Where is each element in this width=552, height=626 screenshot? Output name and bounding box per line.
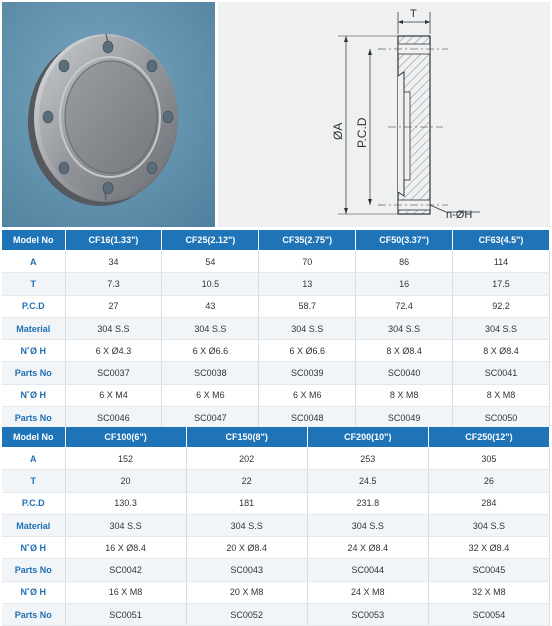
- cell: SC0042: [65, 559, 186, 581]
- cell: 26: [428, 470, 549, 492]
- cell: 304 S.S: [428, 514, 549, 536]
- cell: 34: [65, 251, 162, 273]
- cell: 16 X M8: [65, 581, 186, 603]
- row-label: Material: [2, 514, 65, 536]
- spec-table-small: [2, 230, 550, 429]
- cell: SC0037: [65, 362, 162, 384]
- cell: SC0040: [356, 362, 453, 384]
- cell: 92.2: [453, 295, 550, 317]
- dim-t-label: T: [410, 8, 417, 20]
- row-label: N˚Ø H: [2, 537, 65, 559]
- col-header: Model No: [2, 427, 65, 448]
- cell: 27: [65, 295, 162, 317]
- table-row: [2, 604, 550, 626]
- cell: 10.5: [162, 273, 259, 295]
- row-label: Material: [2, 317, 65, 339]
- cell: SC0053: [307, 604, 428, 626]
- cell: SC0044: [307, 559, 428, 581]
- cell: 305: [428, 448, 549, 470]
- cell: SC0052: [186, 604, 307, 626]
- cell: 6 X M6: [259, 384, 356, 406]
- table-row: [2, 581, 550, 603]
- cell: 24 X Ø8.4: [307, 537, 428, 559]
- cell: 24.5: [307, 470, 428, 492]
- col-header: CF150(8"): [186, 427, 307, 448]
- table-row: [2, 537, 550, 559]
- cell: 304 S.S: [453, 317, 550, 339]
- cell: 202: [186, 448, 307, 470]
- cell: 304 S.S: [65, 514, 186, 536]
- cell: 304 S.S: [162, 317, 259, 339]
- flange-illustration: [2, 2, 215, 227]
- cell: 304 S.S: [65, 317, 162, 339]
- cell: 17.5: [453, 273, 550, 295]
- cell: 43: [162, 295, 259, 317]
- row-label: A: [2, 448, 65, 470]
- table-row: [2, 492, 550, 514]
- row-label: Parts No: [2, 362, 65, 384]
- table-row: [2, 340, 550, 362]
- col-header: CF16(1.33"): [65, 230, 162, 251]
- cell: 152: [65, 448, 186, 470]
- cell: 304 S.S: [356, 317, 453, 339]
- cell: 8 X Ø8.4: [356, 340, 453, 362]
- row-label: P.C.D: [2, 295, 65, 317]
- col-header: CF250(12"): [428, 427, 549, 448]
- flange-section-svg: [218, 2, 550, 227]
- cell: 20 X M8: [186, 581, 307, 603]
- col-header: CF35(2.75"): [259, 230, 356, 251]
- cell: 24 X M8: [307, 581, 428, 603]
- cell: 114: [453, 251, 550, 273]
- table-row: [2, 407, 550, 429]
- table-header-row: [2, 230, 550, 251]
- row-label: N˚Ø H: [2, 384, 65, 406]
- cell: SC0041: [453, 362, 550, 384]
- cell: 58.7: [259, 295, 356, 317]
- cell: SC0039: [259, 362, 356, 384]
- col-header: Model No: [2, 230, 65, 251]
- cell: 16: [356, 273, 453, 295]
- cross-section-drawing: [218, 2, 550, 227]
- row-label: Parts No: [2, 407, 65, 429]
- cell: 13: [259, 273, 356, 295]
- cell: SC0051: [65, 604, 186, 626]
- cell: 8 X Ø8.4: [453, 340, 550, 362]
- col-header: CF100(6"): [65, 427, 186, 448]
- cell: 7.3: [65, 273, 162, 295]
- row-label: Parts No: [2, 604, 65, 626]
- row-label: T: [2, 273, 65, 295]
- cell: 304 S.S: [186, 514, 307, 536]
- row-label: N˚Ø H: [2, 581, 65, 603]
- cell: 284: [428, 492, 549, 514]
- cell: SC0038: [162, 362, 259, 384]
- cell: 86: [356, 251, 453, 273]
- cell: 20 X Ø8.4: [186, 537, 307, 559]
- cell: 6 X Ø4.3: [65, 340, 162, 362]
- cell: 32 X M8: [428, 581, 549, 603]
- cell: SC0043: [186, 559, 307, 581]
- cell: SC0046: [65, 407, 162, 429]
- cell: 231.8: [307, 492, 428, 514]
- table-row: [2, 251, 550, 273]
- cell: 16 X Ø8.4: [65, 537, 186, 559]
- cell: 32 X Ø8.4: [428, 537, 549, 559]
- table-row: [2, 317, 550, 339]
- cell: 130.3: [65, 492, 186, 514]
- cell: SC0050: [453, 407, 550, 429]
- cell: 6 X M4: [65, 384, 162, 406]
- table-row: [2, 514, 550, 536]
- col-header: CF25(2.12"): [162, 230, 259, 251]
- table-row: [2, 273, 550, 295]
- table-row: [2, 295, 550, 317]
- cell: 253: [307, 448, 428, 470]
- dim-holes-label: n-ØH: [446, 209, 473, 221]
- cell: 6 X Ø6.6: [162, 340, 259, 362]
- dim-a-label: ØA: [331, 122, 345, 140]
- table-row: [2, 362, 550, 384]
- cell: SC0048: [259, 407, 356, 429]
- table-row: [2, 470, 550, 492]
- table-header-row: [2, 427, 550, 448]
- col-header: CF50(3.37"): [356, 230, 453, 251]
- cell: 22: [186, 470, 307, 492]
- cell: SC0047: [162, 407, 259, 429]
- table-row: [2, 448, 550, 470]
- cell: 6 X Ø6.6: [259, 340, 356, 362]
- dim-pcd-label: P.C.D: [355, 117, 369, 148]
- row-label: P.C.D: [2, 492, 65, 514]
- cell: 20: [65, 470, 186, 492]
- table-row: [2, 559, 550, 581]
- col-header: CF63(4.5"): [453, 230, 550, 251]
- row-label: N˚Ø H: [2, 340, 65, 362]
- row-label: A: [2, 251, 65, 273]
- table-row: [2, 384, 550, 406]
- cell: 6 X M6: [162, 384, 259, 406]
- cell: 8 X M8: [356, 384, 453, 406]
- row-label: T: [2, 470, 65, 492]
- cell: 8 X M8: [453, 384, 550, 406]
- cell: 304 S.S: [259, 317, 356, 339]
- spec-table-large: [2, 427, 550, 626]
- cell: 72.4: [356, 295, 453, 317]
- flange-photo: [2, 2, 215, 227]
- row-label: Parts No: [2, 559, 65, 581]
- cell: SC0049: [356, 407, 453, 429]
- cell: 54: [162, 251, 259, 273]
- cell: 304 S.S: [307, 514, 428, 536]
- cell: 70: [259, 251, 356, 273]
- cell: 181: [186, 492, 307, 514]
- cell: SC0054: [428, 604, 549, 626]
- cell: SC0045: [428, 559, 549, 581]
- col-header: CF200(10"): [307, 427, 428, 448]
